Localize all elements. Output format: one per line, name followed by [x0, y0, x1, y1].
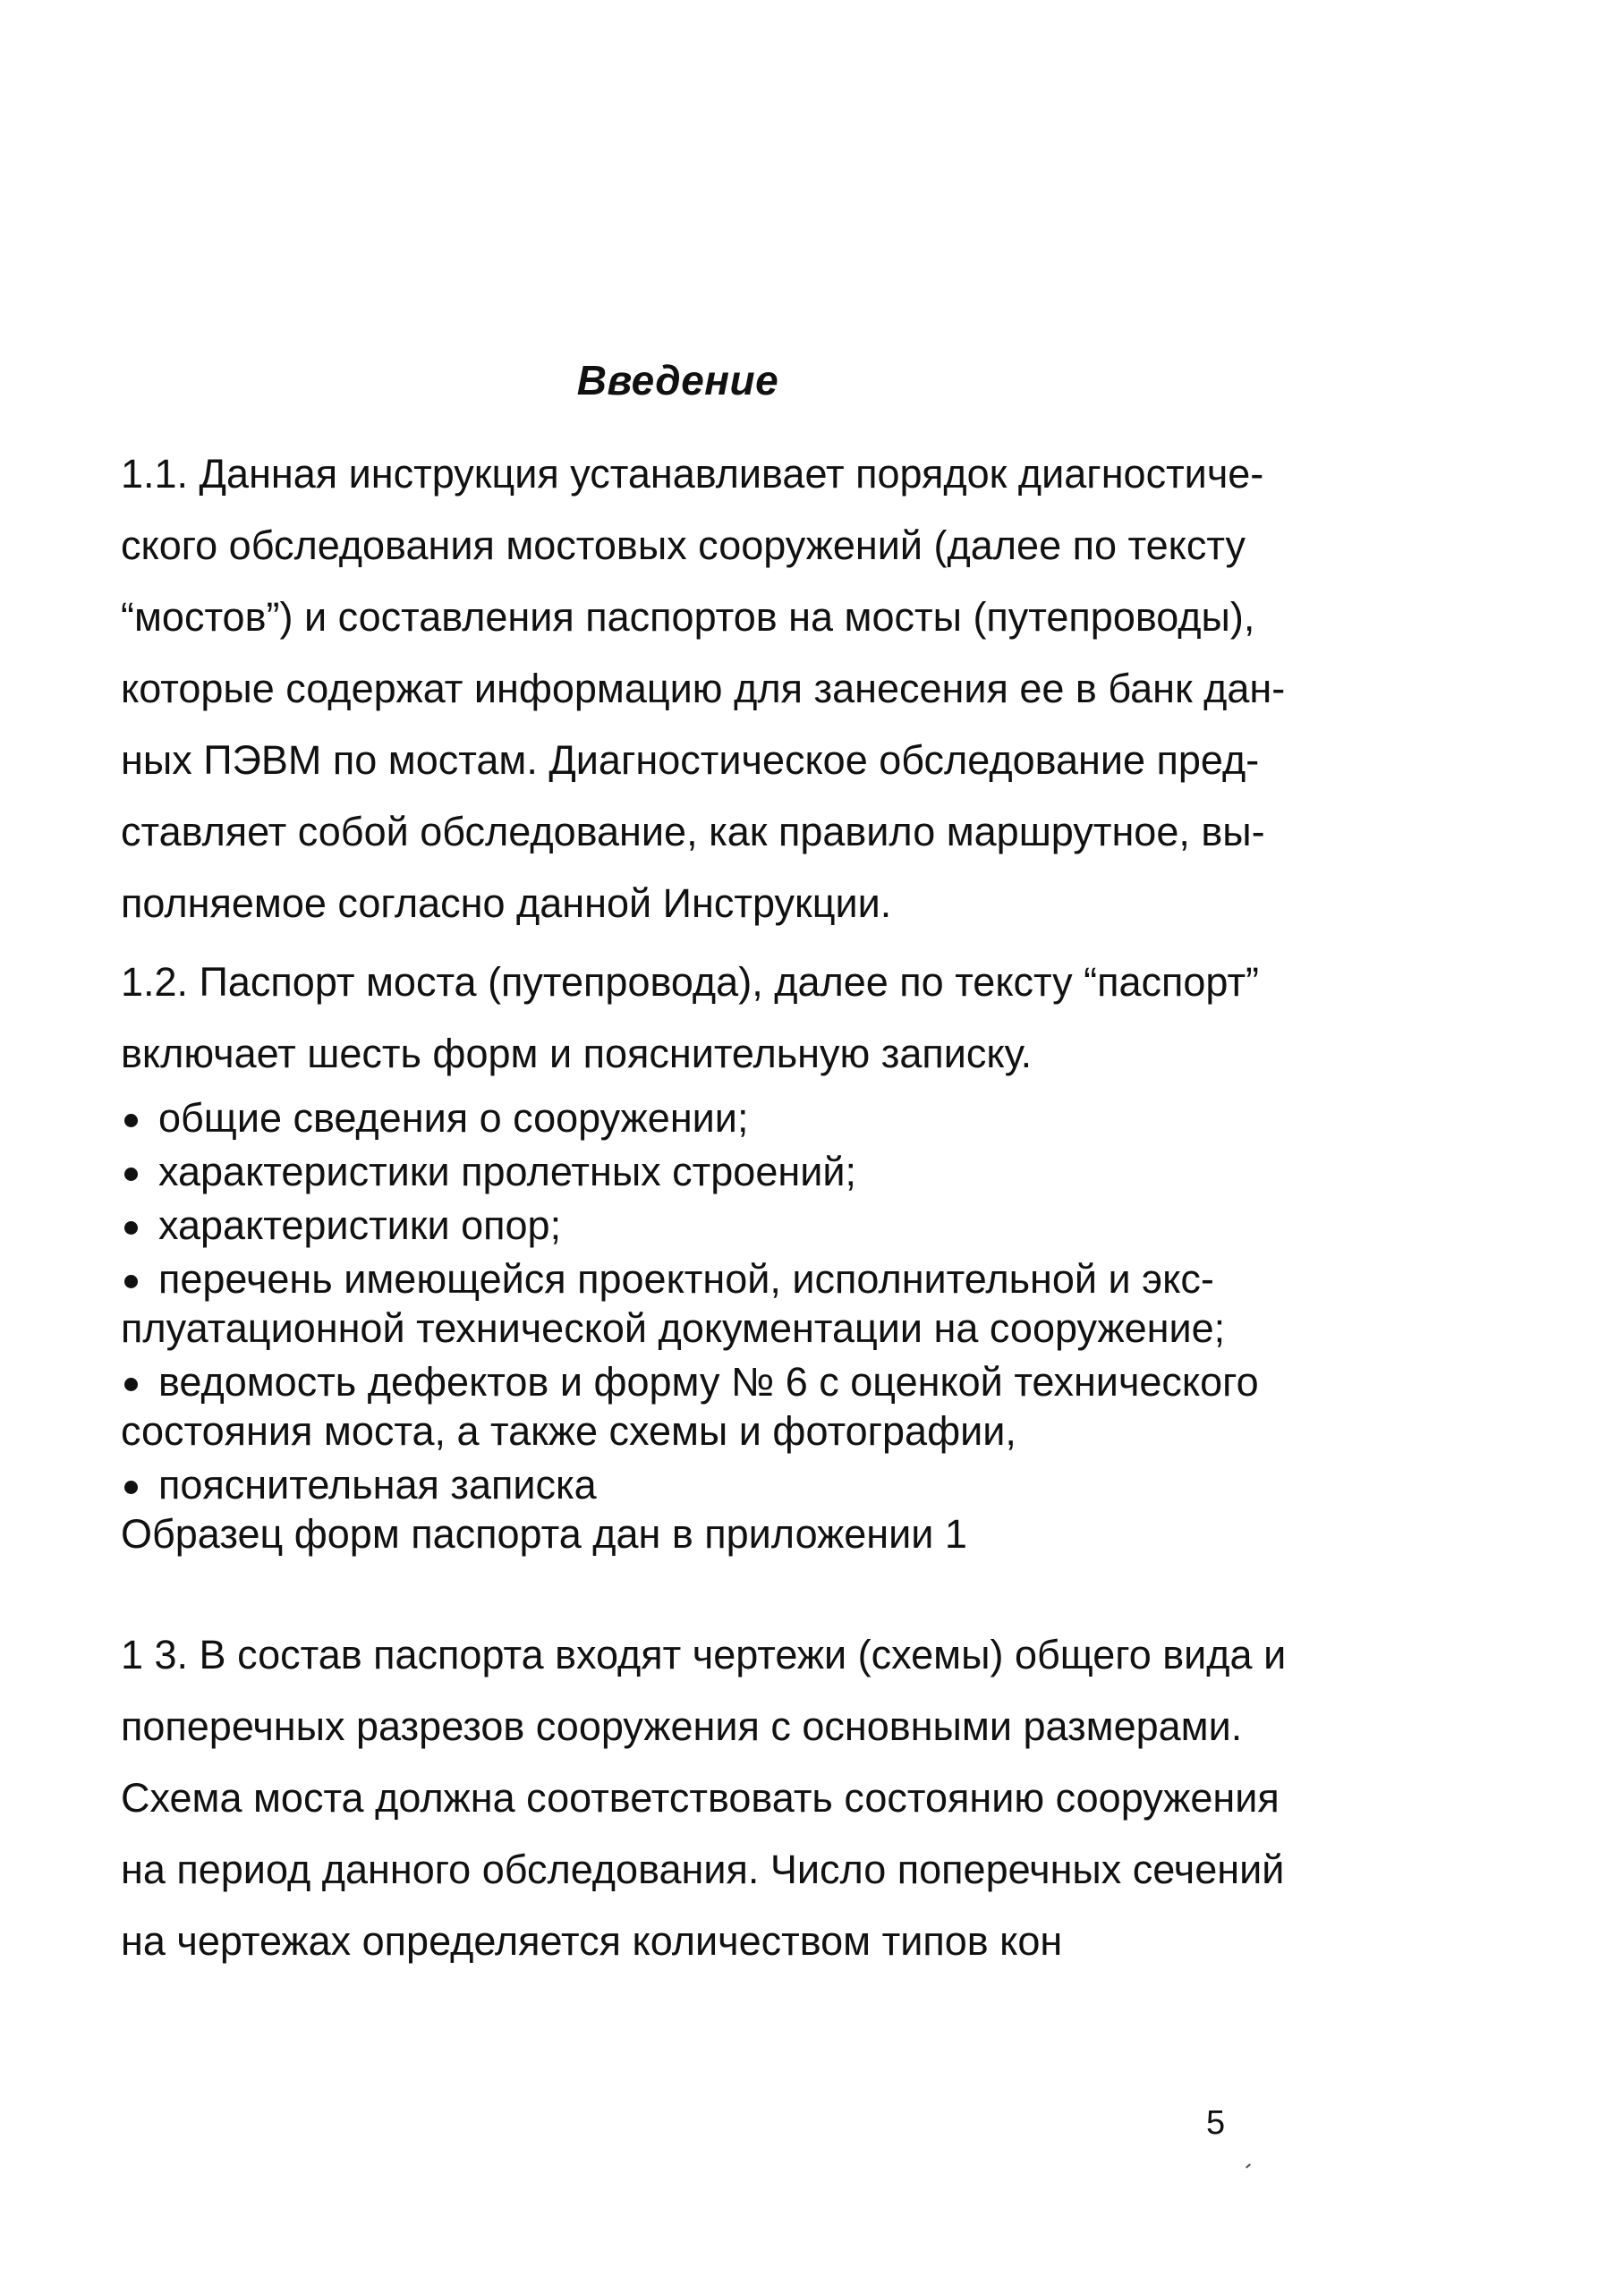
list-item: [121, 1093, 1284, 1142]
list-item-text: характеристики опор;: [158, 1202, 562, 1248]
paragraph-line: 1.1. Данная инструкция устанавливает порядок диагностиче-: [121, 451, 1264, 497]
paragraph-line: которые содержат информацию для занесения ее в банк дан-: [121, 666, 1286, 711]
paragraph-line: на период данного обследования. Число поперечных сечений: [121, 1847, 1285, 1892]
scan-speck: [1246, 2163, 1251, 2168]
list-item-text-continued: плуатационной технической документации на сооружение;: [121, 1305, 1226, 1351]
section-title: Введение: [576, 357, 779, 403]
list-item: [121, 1254, 1284, 1353]
list-item: [121, 1201, 1284, 1250]
paragraph-line: поперечных разрезов сооружения с основными размерами.: [121, 1703, 1243, 1749]
paragraph-line: включает шесть форм и пояснительную записку.: [121, 1031, 1033, 1076]
bullet-icon: [124, 1378, 138, 1391]
paragraph-1-3: [121, 1619, 1287, 1977]
paragraph-1-2: [121, 947, 1260, 1090]
paragraph-line: 1 3. В состав паспорта входят чертежи (схемы) общего вида и: [121, 1632, 1287, 1677]
paragraph-line: полняемое согласно данной Инструкции.: [121, 880, 892, 926]
bullet-icon: [124, 1168, 138, 1181]
bullet-icon: [124, 1221, 138, 1235]
sample-forms-note: Образец форм паспорта дан в приложении 1: [121, 1511, 967, 1557]
list-item-text: пояснительная записка: [158, 1462, 597, 1507]
paragraph-line: на чертежах определяется количеством типов кон: [121, 1918, 1063, 1964]
paragraph-line: 1.2. Паспорт моста (путепровода), далее по тексту “паспорт”: [121, 959, 1260, 1005]
paragraph-line: “мостов”) и составления паспортов на мосты (путепроводы),: [121, 594, 1255, 640]
list-item-text: общие сведения о сооружении;: [158, 1095, 749, 1141]
paragraph-line: ского обследования мостовых сооружений (далее по тексту: [121, 522, 1246, 568]
paragraph-line: ных ПЭВМ по мостам. Диагностическое обследование пред-: [121, 737, 1260, 783]
list-item-text: перечень имеющейся проектной, исполнительной и экс-: [158, 1256, 1214, 1302]
bullet-icon: [124, 1114, 138, 1127]
paragraph-line: Схема моста должна соответствовать состоянию сооружения: [121, 1775, 1280, 1821]
paragraph-line: ставляет собой обследование, как правило маршрутное, вы-: [121, 809, 1265, 854]
list-item: [121, 1357, 1284, 1456]
bullet-icon: [124, 1481, 138, 1494]
page-number: 5: [1206, 2104, 1226, 2142]
list-item-text: характеристики пролетных строений;: [158, 1149, 856, 1194]
passport-forms-list: [121, 1093, 1284, 1514]
paragraph-1-1: [121, 438, 1286, 939]
list-item: [121, 1460, 1284, 1509]
list-item-text-continued: состояния моста, а также схемы и фотографии,: [121, 1408, 1016, 1454]
list-item: [121, 1147, 1284, 1196]
bullet-icon: [124, 1275, 138, 1288]
list-item-text: ведомость дефектов и форму № 6 с оценкой технического: [158, 1359, 1259, 1405]
